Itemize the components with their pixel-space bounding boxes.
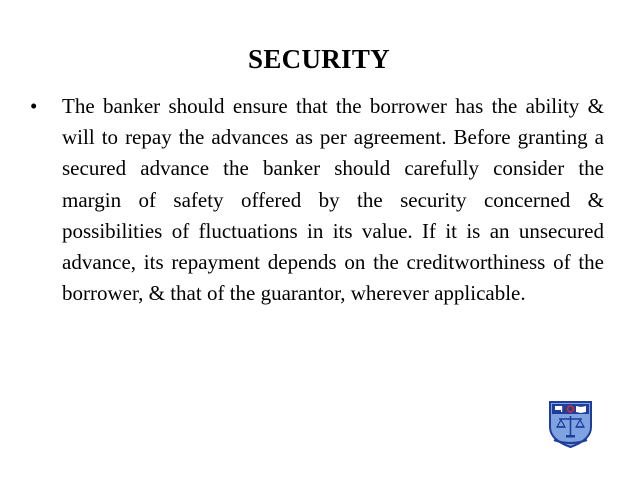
institute-emblem-icon	[544, 400, 597, 449]
bullet-text: The banker should ensure that the borrower has the ability & will to repay the advances as per agreement. Before granting a secured advance the banker should carefully consider the margin of safety offered by the security concerned & possibilities of fluctuations in its value. If it is an unsecured advance, its repayment depends on the creditworthiness of the borrower, & that of the guarantor, wherever applicable.	[62, 94, 604, 306]
bullet-dot: •	[30, 94, 38, 118]
slide-title: SECURITY	[248, 44, 390, 74]
